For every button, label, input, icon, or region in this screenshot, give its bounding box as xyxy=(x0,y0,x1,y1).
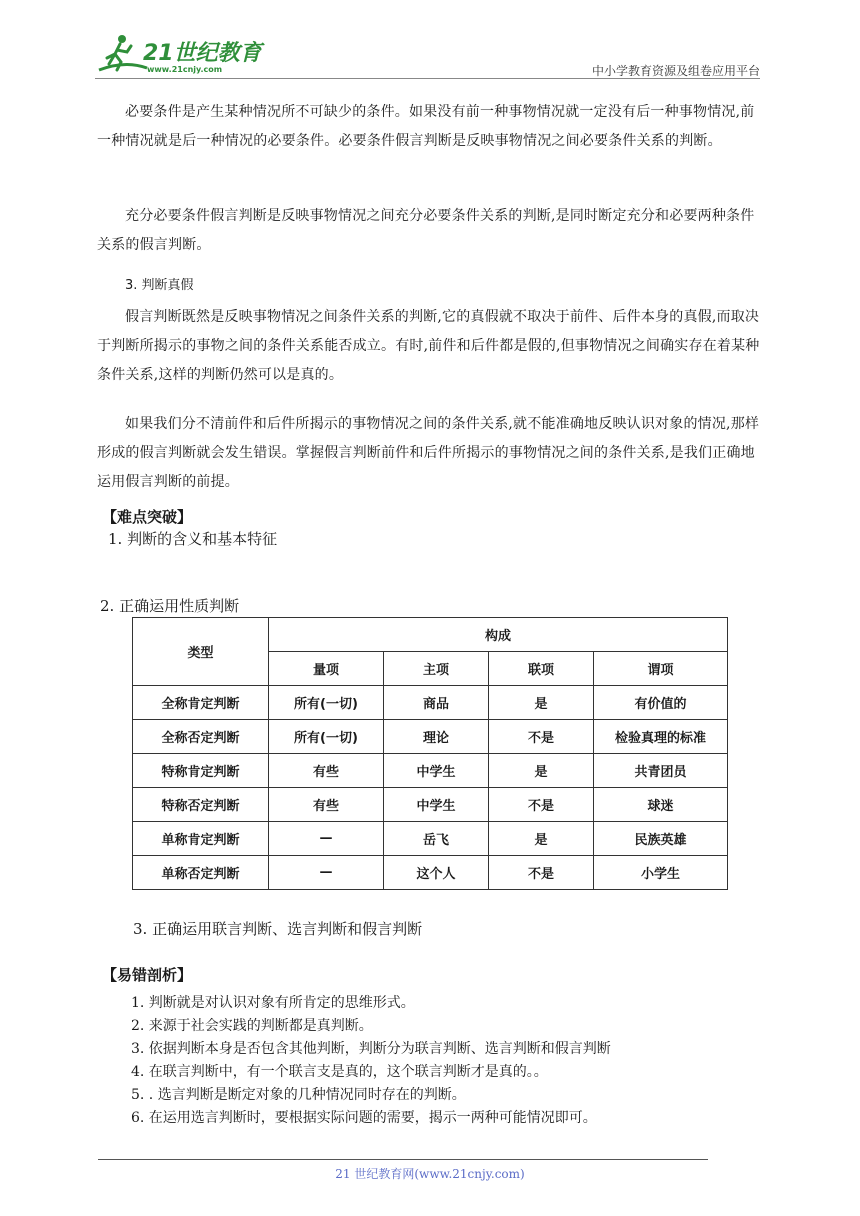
table-cell: 不是 xyxy=(489,720,594,754)
table-cell: 中学生 xyxy=(384,754,489,788)
table-cell: 共青团员 xyxy=(594,754,728,788)
table-subheader: 联项 xyxy=(489,652,594,686)
table-cell: 有价值的 xyxy=(594,686,728,720)
footer-text: 21 世纪教育网(www.21cnjy.com) xyxy=(335,1167,525,1181)
table-subheader: 量项 xyxy=(269,652,384,686)
difficulty-item-1: 1. 判断的含义和基本特征 xyxy=(108,530,278,548)
paragraph-condition-relation: 如果我们分不清前件和后件所揭示的事物情况之间的条件关系,就不能准确地反映认识对象的情况,那样形成的假言判断就会发生错误。掌握假言判断前件和后件所揭示的事物情况之间的条件关系,是我们正确地运用假言判断的前提。 xyxy=(97,416,760,490)
error-item: 4. 在联言判断中，有一个联言支是真的，这个联言判断才是真的。。 xyxy=(131,1064,548,1080)
table-cell: 全称肯定判断 xyxy=(133,686,269,720)
difficulty-item-3: 3. 正确运用联言判断、选言判断和假言判断 xyxy=(133,920,423,938)
footer-divider xyxy=(98,1159,708,1160)
header-divider xyxy=(95,78,760,79)
table-cell: 理论 xyxy=(384,720,489,754)
error-item: 3. 依据判断本身是否包含其他判断，判断分为联言判断、选言判断和假言判断 xyxy=(131,1041,611,1057)
table-cell: — xyxy=(269,822,384,856)
platform-name: 中小学教育资源及组卷应用平台 xyxy=(591,64,760,78)
table-cell: 有些 xyxy=(269,754,384,788)
error-item: 1. 判断就是对认识对象有所肯定的思维形式。 xyxy=(131,995,415,1011)
table-cell: 全称否定判断 xyxy=(133,720,269,754)
table-cell: 岳飞 xyxy=(384,822,489,856)
table-cell: 这个人 xyxy=(384,856,489,890)
table-row xyxy=(133,856,728,890)
logo-icon xyxy=(95,30,265,76)
svg-text:21世纪教育: 21世纪教育 xyxy=(143,41,262,66)
table-header-composition: 构成 xyxy=(269,618,728,652)
table-cell: 有些 xyxy=(269,788,384,822)
property-judgment-table xyxy=(132,617,728,890)
error-item: 2. 来源于社会实践的判断都是真判断。 xyxy=(131,1018,373,1034)
table-row xyxy=(133,720,728,754)
table-row xyxy=(133,754,728,788)
table-cell: 特称否定判断 xyxy=(133,788,269,822)
table-cell: 单称肯定判断 xyxy=(133,822,269,856)
subhead-truth: 3. 判断真假 xyxy=(125,278,194,293)
error-item: 5. . 选言判断是断定对象的几种情况同时存在的判断。 xyxy=(131,1087,466,1103)
table-row xyxy=(133,686,728,720)
table-cell: 所有(一切) xyxy=(269,720,384,754)
table-cell: 小学生 xyxy=(594,856,728,890)
table-cell: — xyxy=(269,856,384,890)
table-cell: 单称否定判断 xyxy=(133,856,269,890)
table-cell: 中学生 xyxy=(384,788,489,822)
svg-text:www.21cnjy.com: www.21cnjy.com xyxy=(147,65,223,74)
table-cell: 球迷 xyxy=(594,788,728,822)
table-cell: 特称肯定判断 xyxy=(133,754,269,788)
table-row xyxy=(133,822,728,856)
table-row xyxy=(133,788,728,822)
table-cell: 是 xyxy=(489,686,594,720)
error-item: 6. 在运用选言判断时，要根据实际问题的需要，揭示一两种可能情况即可。 xyxy=(131,1110,597,1126)
table-cell: 检验真理的标准 xyxy=(594,720,728,754)
table-cell: 不是 xyxy=(489,788,594,822)
table-header-type: 类型 xyxy=(133,618,269,686)
paragraph-necessary-condition: 必要条件是产生某种情况所不可缺少的条件。如果没有前一种事物情况就一定没有后一种事物情况,前一种情况就是后一种情况的必要条件。必要条件假言判断是反映事物情况之间必要条件关系的判断。 xyxy=(97,104,755,149)
section-difficulty-title: 【难点突破】 xyxy=(102,508,193,526)
table-cell: 所有(一切) xyxy=(269,686,384,720)
table-cell: 是 xyxy=(489,754,594,788)
difficulty-item-2: 2. 正确运用性质判断 xyxy=(100,597,240,615)
table-cell: 商品 xyxy=(384,686,489,720)
section-errors-title: 【易错剖析】 xyxy=(102,966,193,984)
page-header xyxy=(95,30,760,82)
table-cell: 民族英雄 xyxy=(594,822,728,856)
paragraph-sufficient-necessary: 充分必要条件假言判断是反映事物情况之间充分必要条件关系的判断,是同时断定充分和必要两种条件关系的假言判断。 xyxy=(97,208,755,253)
table-cell: 是 xyxy=(489,822,594,856)
table-subheader: 谓项 xyxy=(594,652,728,686)
table-cell: 不是 xyxy=(489,856,594,890)
paragraph-truth-value: 假言判断既然是反映事物情况之间条件关系的判断,它的真假就不取决于前件、后件本身的真假,而取决于判断所揭示的事物之间的条件关系能否成立。有时,前件和后件都是假的,但事物情况之间确实存在着某种条件关系,这样的判断仍然可以是真的。 xyxy=(97,309,760,383)
table-subheader: 主项 xyxy=(384,652,489,686)
